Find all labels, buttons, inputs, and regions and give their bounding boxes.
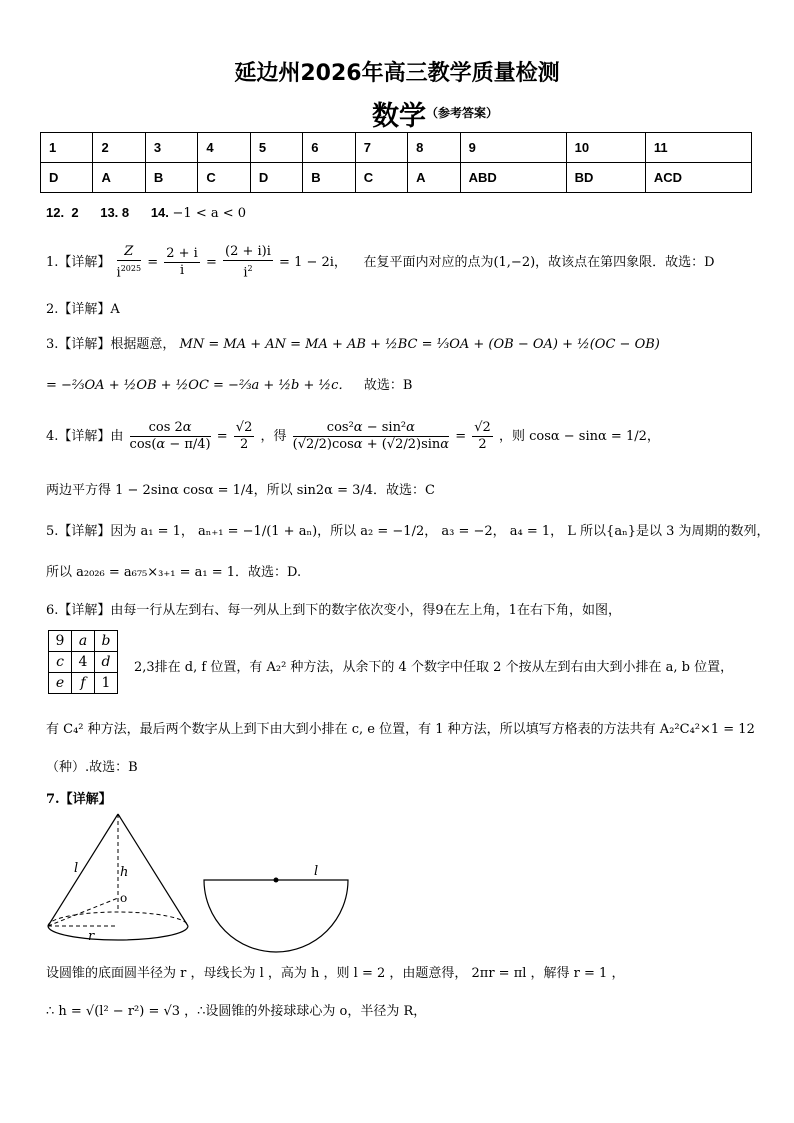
solution-6-line4: （种）.故选：B xyxy=(46,760,138,775)
grid-cell: c xyxy=(49,652,72,673)
number-grid xyxy=(48,630,118,694)
answer-value: B xyxy=(145,163,197,193)
answer-value: C xyxy=(198,163,250,193)
answer-table-answer-row xyxy=(41,163,752,193)
answer-value: D xyxy=(41,163,93,193)
grid-cell: d xyxy=(95,652,118,673)
fraction: $\frac{√2}{2}$ xyxy=(474,420,491,452)
fraction: $\frac{2 + i}{i}$ xyxy=(166,246,198,279)
solution-7-header: 7.【详解】 xyxy=(46,792,112,807)
solution-3-line2: = −⅔OA + ½OB + ½OC = −⅔a + ½b + ½c． 故选：B xyxy=(46,378,413,393)
answer-12: 2 xyxy=(71,205,79,220)
subject-title: 数学$^{(参考答案)}$ xyxy=(372,101,499,132)
vector-equation: MN = MA + AN = MA + AB + ½BC = ⅓OA + (OB − OA) + ½(OC − OB) xyxy=(179,337,660,352)
answer-table xyxy=(40,132,752,193)
answer-number: 9 xyxy=(460,133,566,163)
solution-6-line1: 6.【详解】由每一行从左到右、每一列从上到下的数字依次变小，得9在左上角，1在右下角，如图， xyxy=(46,603,621,618)
vector-equation: = −⅔OA + ½OB + ½OC = −⅔a + ½b + ½c． xyxy=(46,378,352,393)
solution-7-line1: 设圆锥的底面圆半径为 r ，母线长为 l ，高为 h ，则 l = 2 ，由题意得， 2πr = πl ，解得 r = 1 ， xyxy=(46,966,625,981)
answer-value: BD xyxy=(566,163,645,193)
solution-5-line2: 所以 a₂₀₂₆ = a₆₇₅×₃₊₁ = a₁ = 1．故选：D. xyxy=(46,565,302,580)
grid-cell: 4 xyxy=(72,652,95,673)
answer-value: B xyxy=(303,163,355,193)
page-title: 延边州2026年高三教学质量检测 xyxy=(234,61,560,86)
answer-number: 11 xyxy=(645,133,751,163)
answer-value: C xyxy=(355,163,407,193)
answer-number: 6 xyxy=(303,133,355,163)
grid-cell: e xyxy=(49,673,72,694)
answer-number: 10 xyxy=(566,133,645,163)
answer-number: 8 xyxy=(408,133,460,163)
solution-7-line2: ∴ h = √(l² − r²) = √3 ，∴设圆锥的外接球球心为 o，半径为 R， xyxy=(46,1004,427,1019)
cone-label-r: r xyxy=(88,929,95,944)
answer-number: 4 xyxy=(198,133,250,163)
solution-4-line1: 4.【详解】由 $\frac{\cos 2\alpha}{\cos(\alpha - \pi/4)}$ = $\frac{√2}{2}$ ，得 $\frac{\text{cos²α − sin²α}}{(√2/2)\cos\alpha + (√2/2)\sin\alpha}$ = $\frac{√2}{2}$ ，则 cosα − sinα = 1/2， xyxy=(46,420,660,452)
answer-value: ABD xyxy=(460,163,566,193)
fraction: $\frac{\text{cos²α − sin²α}}{(√2/2)\cos\alpha + (√2/2)\sin\alpha}$ xyxy=(292,420,450,452)
answer-14: −1 < a < 0 xyxy=(172,206,247,221)
fraction: $\frac{\cos 2\alpha}{\cos(\alpha - \pi/4)}$ xyxy=(129,420,211,452)
grid-cell: f xyxy=(72,673,95,694)
grid-cell: 1 xyxy=(95,673,118,694)
answer-number: 2 xyxy=(93,133,145,163)
solution-6-line3: 有 C₄² 种方法，最后两个数字从上到下由大到小排在 c, e 位置，有 1 种方法，所以填写方格表的方法共有 A₂²C₄²×1 = 12 xyxy=(46,722,755,737)
sector-figure xyxy=(198,862,358,957)
solution-1: 1.【详解】 $\frac{Z}{i^{2025}}$ = $\frac{2 + i}{i}$ = $\frac{(2 + i)i}{i^2}$ = 1 − 2i， 在复平面内对应的点为(1,−2)，故该点在第四象限．故选：D xyxy=(46,244,715,281)
subject-note: （参考答案） xyxy=(426,106,499,120)
solution-2: 2.【详解】A xyxy=(46,302,120,317)
cone-label-h: h xyxy=(120,865,129,880)
grid-cell: 9 xyxy=(49,631,72,652)
solution-3-line1: 3.【详解】根据题意， MN = MA + AN = MA + AB + ½BC = ⅓OA + (OB − OA) + ½(OC − OB) xyxy=(46,337,660,352)
answer-number: 5 xyxy=(250,133,302,163)
grid-cell: b xyxy=(95,631,118,652)
cone-figure xyxy=(40,808,200,948)
answer-number: 1 xyxy=(41,133,93,163)
fraction: $\frac{√2}{2}$ xyxy=(235,420,253,452)
answer-number: 3 xyxy=(145,133,197,163)
fraction: $\frac{Z}{i^{2025}}$ xyxy=(116,244,142,281)
fill-in-answers: 12. 2 13. 8 14. −1 < a < 0 xyxy=(46,205,247,221)
answer-value: ACD xyxy=(645,163,751,193)
fraction: $\frac{(2 + i)i}{i^2}$ xyxy=(225,244,271,281)
answer-value: A xyxy=(93,163,145,193)
answer-13: 8 xyxy=(121,205,130,220)
answer-value: D xyxy=(250,163,302,193)
cone-label-l: l xyxy=(74,861,79,876)
sector-label-l: l xyxy=(314,864,319,879)
solution-5-line1: 5.【详解】因为 a₁ = 1， aₙ₊₁ = −1/(1 + aₙ)，所以 a₂ = −1/2， a₃ = −2， a₄ = 1， L 所以{aₙ}是以 3 为周期的数列， xyxy=(46,524,770,539)
solution-4-line2: 两边平方得 1 − 2sinα cosα = 1/4，所以 sin2α = 3/4．故选：C xyxy=(46,483,435,498)
cone-label-o: o xyxy=(120,891,128,905)
grid-cell: a xyxy=(72,631,95,652)
solution-6-line2: 2,3排在 d, f 位置，有 A₂² 种方法，从余下的 4 个数字中任取 2 个按从左到右由大到小排在 a, b 位置， xyxy=(134,660,734,675)
answer-number: 7 xyxy=(355,133,407,163)
answer-table-number-row xyxy=(41,133,752,163)
answer-value: A xyxy=(408,163,460,193)
